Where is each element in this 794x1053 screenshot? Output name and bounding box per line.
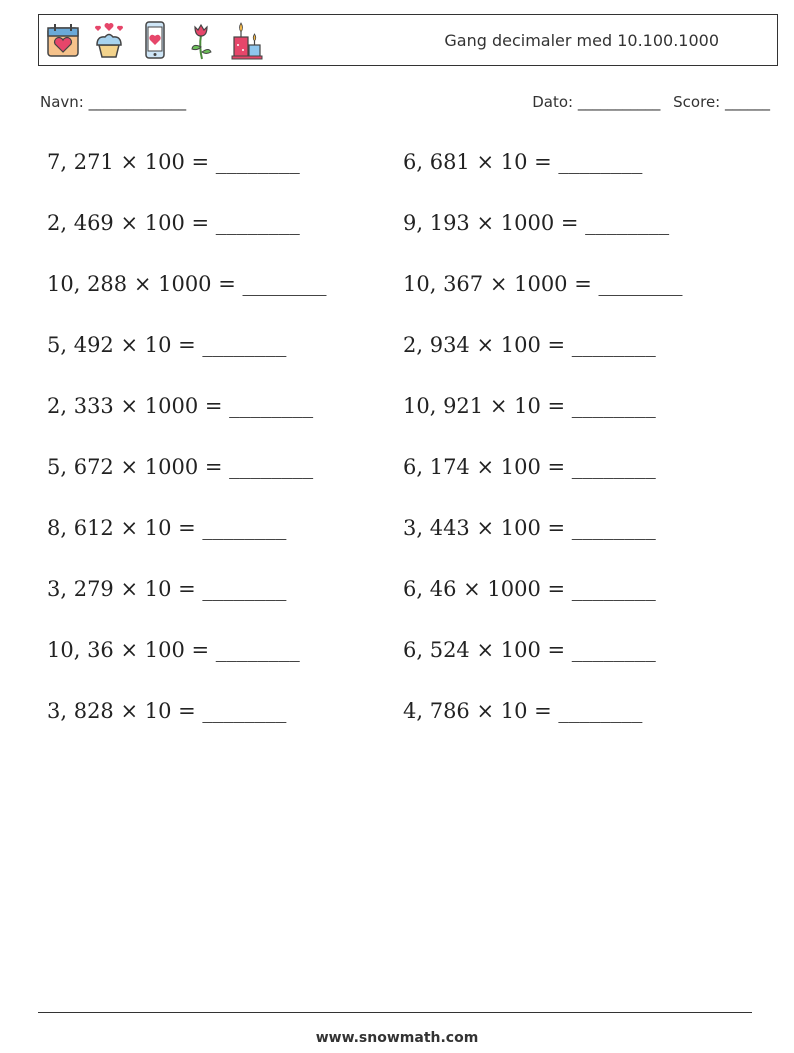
- problem-left-5: 2, 333 × 1000 = ________: [47, 394, 314, 418]
- problem-right-3: 10, 367 × 1000 = ________: [403, 272, 683, 296]
- problem-left-9: 10, 36 × 100 = ________: [47, 638, 300, 662]
- problem-right-2: 9, 193 × 1000 = ________: [403, 211, 670, 235]
- problem-right-4: 2, 934 × 100 = ________: [403, 333, 656, 357]
- problem-right-8: 6, 46 × 1000 = ________: [403, 577, 656, 601]
- worksheet-title: Gang decimaler med 10.100.1000: [444, 31, 719, 50]
- footer-url: www.snowmath.com: [315, 1030, 479, 1046]
- problem-left-1: 7, 271 × 100 = ________: [47, 150, 300, 174]
- problem-left-6: 5, 672 × 1000 = ________: [47, 455, 314, 479]
- problem-right-7: 3, 443 × 100 = ________: [403, 516, 656, 540]
- problem-right-9: 6, 524 × 100 = ________: [403, 638, 656, 662]
- problem-right-5: 10, 921 × 10 = ________: [403, 394, 656, 418]
- problem-left-4: 5, 492 × 10 = ________: [47, 333, 287, 357]
- footer-divider: [38, 1012, 752, 1013]
- name-field: Navn: _____________: [40, 93, 187, 111]
- problem-right-1: 6, 681 × 10 = ________: [403, 150, 643, 174]
- problem-right-10: 4, 786 × 10 = ________: [403, 699, 643, 723]
- problem-left-7: 8, 612 × 10 = ________: [47, 516, 287, 540]
- score-field: Score: ______: [673, 93, 770, 111]
- problem-left-8: 3, 279 × 10 = ________: [47, 577, 287, 601]
- problem-left-3: 10, 288 × 1000 = ________: [47, 272, 327, 296]
- problem-right-6: 6, 174 × 100 = ________: [403, 455, 656, 479]
- problem-left-10: 3, 828 × 10 = ________: [47, 699, 287, 723]
- problem-left-2: 2, 469 × 100 = ________: [47, 211, 300, 235]
- date-field: Dato: ___________: [532, 93, 661, 111]
